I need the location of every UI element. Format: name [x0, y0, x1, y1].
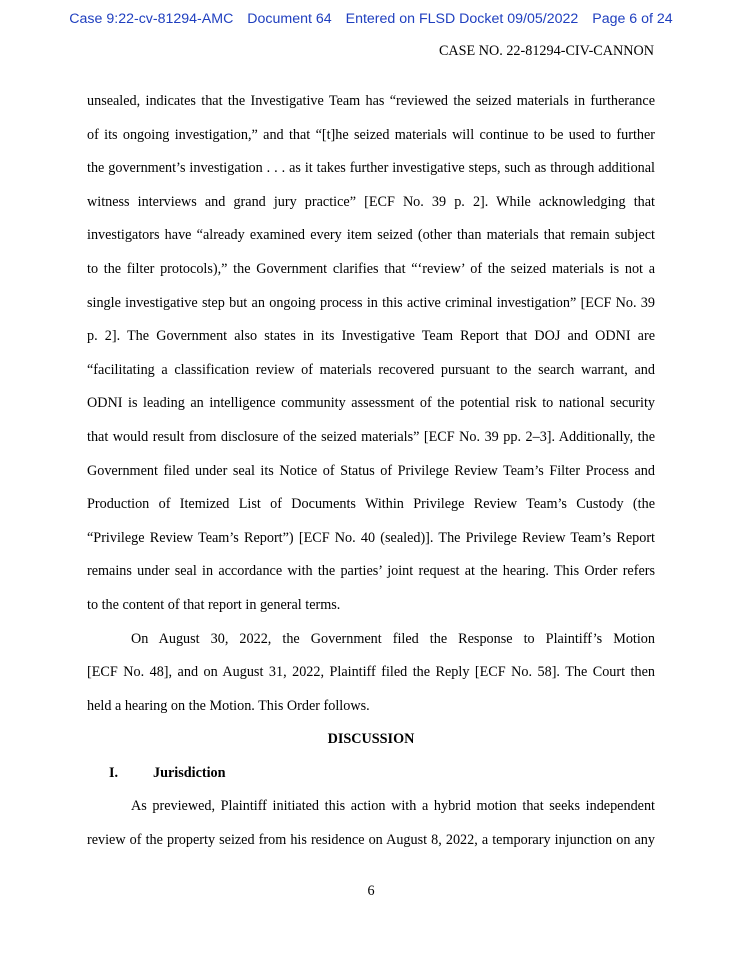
- docket-document-number: Document 64: [247, 11, 332, 27]
- text-line: held a hearing on the Motion. This Order follows.: [87, 697, 370, 714]
- paragraph-3: [87, 790, 655, 857]
- text-line: p. 2]. The Government also states in its Investigative Team Report that DOJ and ODNI are: [87, 328, 655, 345]
- docket-case-number: Case 9:22-cv-81294-AMC: [69, 11, 234, 27]
- text-line: to the content of that report in general terms.: [87, 596, 341, 613]
- section-heading: [87, 757, 655, 791]
- text-line: “Privilege Review Team’s Report”) [ECF No. 40 (sealed)]. The Privilege Review Team’s Report: [87, 529, 655, 546]
- text-line: Production of Itemized List of Documents Within Privilege Review Team’s Custody (the: [87, 496, 655, 513]
- document-body: [87, 85, 655, 858]
- discussion-heading: DISCUSSION: [327, 731, 415, 748]
- case-number-header: CASE NO. 22-81294-CIV-CANNON: [438, 43, 654, 59]
- text-line: investigators have “already examined every item seized (other than materials that remain subject: [87, 227, 655, 244]
- text-line: As previewed, Plaintiff initiated this action with a hybrid motion that seeks independent: [131, 798, 655, 815]
- docket-page-count: Page 6 of 24: [592, 11, 673, 27]
- text-line: unsealed, indicates that the Investigative Team has “reviewed the seized materials in furtherance: [87, 93, 655, 109]
- text-line: the government’s investigation . . . as it takes further investigative steps, such as through additional: [87, 160, 655, 177]
- section-title: Jurisdiction: [153, 764, 226, 781]
- text-line: [ECF No. 48], and on August 31, 2022, Plaintiff filed the Reply [ECF No. 58]. The Court then: [87, 664, 655, 681]
- paragraph-2: [87, 623, 655, 724]
- text-line: of its ongoing investigation,” and that “[t]he seized materials will continue to be used to further: [87, 126, 655, 143]
- docket-entered-date: Entered on FLSD Docket 09/05/2022: [345, 11, 579, 27]
- text-line: witness interviews and grand jury practice” [ECF No. 39 p. 2]. While acknowledging that: [87, 193, 655, 210]
- text-line: remains under seal in accordance with the parties’ joint request at the hearing. This Order refers: [87, 563, 655, 580]
- text-line: Government filed under seal its Notice of Status of Privilege Review Team’s Filter Process and: [87, 462, 655, 479]
- text-line: review of the property seized from his residence on August 8, 2022, a temporary injunction on any: [87, 832, 655, 849]
- text-line: “facilitating a classification review of materials recovered pursuant to the search warrant, and: [87, 361, 655, 378]
- text-line: On August 30, 2022, the Government filed the Response to Plaintiff’s Motion: [131, 630, 655, 647]
- paragraph-1: [87, 85, 655, 623]
- section-number: I.: [109, 764, 119, 781]
- text-line: to the filter protocols),” the Government clarifies that “‘review’ of the seized materials is not a: [87, 260, 655, 277]
- text-line: single investigative step but an ongoing process in this active criminal investigation” [ECF No. 39: [87, 294, 655, 311]
- page-number: 6: [367, 883, 375, 899]
- docket-stamp: [0, 11, 742, 27]
- text-line: ODNI is leading an intelligence community assessment of the potential risk to national security: [87, 395, 655, 412]
- text-line: that would result from disclosure of the seized materials” [ECF No. 39 pp. 2–3]. Additionally, the: [87, 428, 655, 445]
